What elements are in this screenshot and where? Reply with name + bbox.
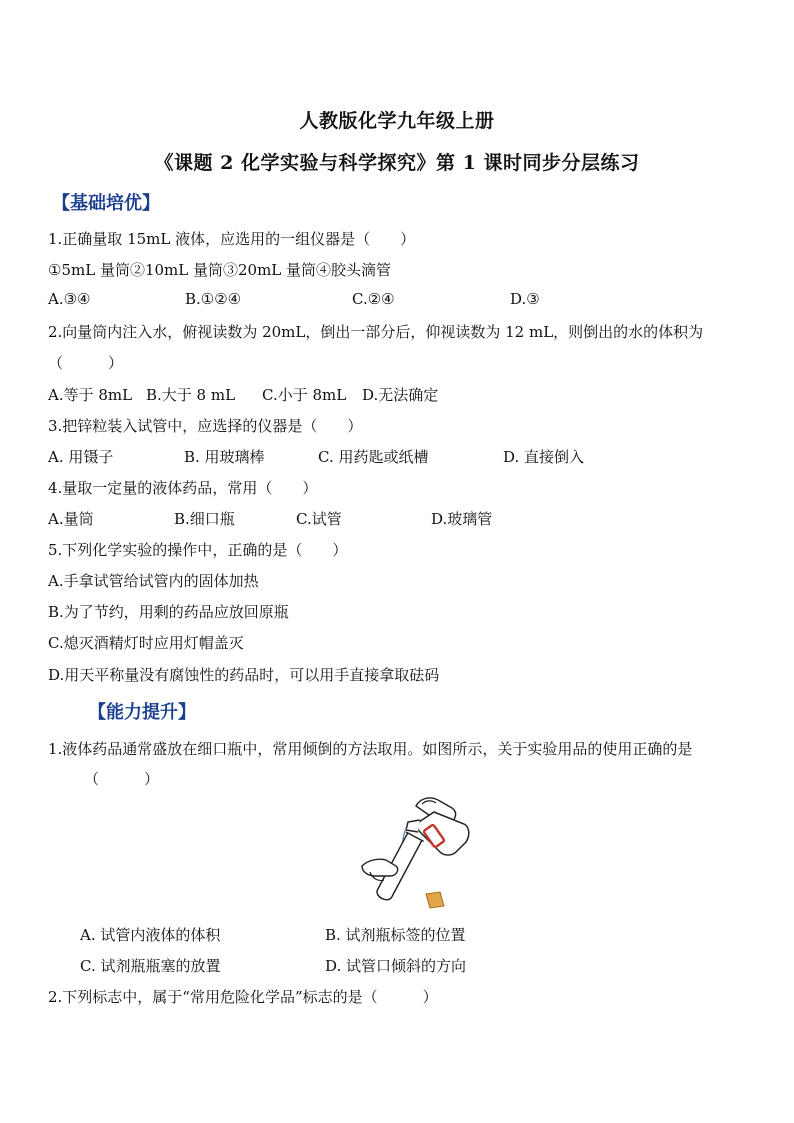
question-stem-continued: （ ） — [48, 354, 124, 372]
option-b: B.①②④ — [185, 290, 242, 308]
option-c: C.②④ — [352, 290, 395, 308]
question-stem: 1.正确量取 15mL 液体，应选用的一组仪器是（ ） — [48, 230, 416, 248]
question-stem: 5.下列化学实验的操作中，正确的是（ ） — [48, 541, 348, 559]
pouring-liquid-into-test-tube-icon — [356, 792, 480, 910]
option-c: C.试管 — [296, 510, 342, 528]
question-stem: 2.向量筒内注入水，俯视读数为 20mL，倒出一部分后，仰视读数为 12 mL，则倒出的水的体积为 — [48, 323, 704, 341]
section-label-basic: 【基础培优】 — [52, 193, 160, 214]
page-title: 人教版化学九年级上册 — [299, 110, 495, 132]
option-b: B.细口瓶 — [174, 510, 235, 528]
question-sub: ①5mL 量筒②10mL 量筒③20mL 量筒④胶头滴管 — [48, 261, 392, 279]
section-label-advanced: 【能力提升】 — [88, 702, 196, 723]
option-c: C. 用药匙或纸槽 — [318, 448, 429, 466]
option-d: D.用天平称量没有腐蚀性的药品时，可以用手直接拿取砝码 — [48, 666, 440, 684]
question-stem-continued: （ ） — [84, 770, 160, 788]
option-d: D.③ — [510, 290, 540, 308]
option-d: D.玻璃管 — [431, 510, 493, 528]
option-b: B.为了节约，用剩的药品应放回原瓶 — [48, 603, 289, 621]
option-d: D. 试管口倾斜的方向 — [325, 957, 467, 975]
option-b: B. 试剂瓶标签的位置 — [325, 926, 466, 944]
option-b: B.大于 8 mL — [146, 386, 236, 404]
option-a: A.等于 8mL — [48, 386, 133, 404]
option-c: C.熄灭酒精灯时应用灯帽盖灭 — [48, 634, 244, 652]
question-stem: 2.下列标志中，属于“常用危险化学品”标志的是（ ） — [48, 988, 438, 1006]
question-stem: 1.液体药品通常盛放在细口瓶中，常用倾倒的方法取用。如图所示，关于实验用品的使用正确的是 — [48, 740, 693, 758]
option-c: C. 试剂瓶瓶塞的放置 — [80, 957, 221, 975]
option-b: B. 用玻璃棒 — [184, 448, 265, 466]
option-a: A. 试管内液体的体积 — [80, 926, 221, 944]
option-c: C.小于 8mL — [262, 386, 347, 404]
question-stem: 4.量取一定量的液体药品，常用（ ） — [48, 479, 318, 497]
option-d: D.无法确定 — [362, 386, 439, 404]
option-d: D. 直接倒入 — [503, 448, 585, 466]
option-a: A.手拿试管给试管内的固体加热 — [48, 572, 259, 590]
option-a: A.量筒 — [48, 510, 94, 528]
question-stem: 3.把锌粒装入试管中，应选择的仪器是（ ） — [48, 417, 363, 435]
page-subtitle: 《课题 2 化学实验与科学探究》第 1 课时同步分层练习 — [154, 152, 640, 174]
option-a: A.③④ — [48, 290, 91, 308]
option-a: A. 用镊子 — [48, 448, 114, 466]
